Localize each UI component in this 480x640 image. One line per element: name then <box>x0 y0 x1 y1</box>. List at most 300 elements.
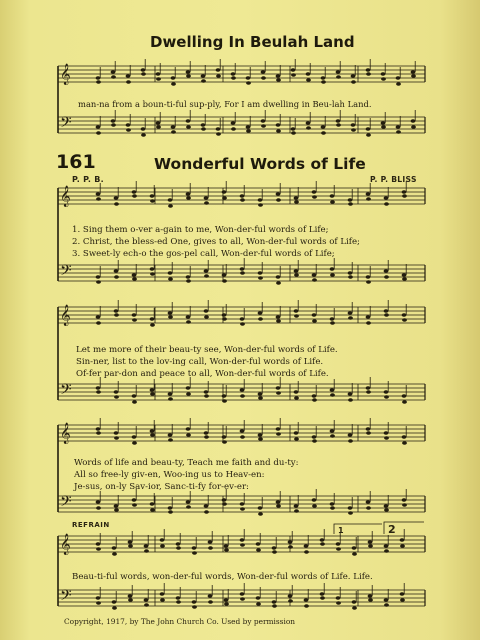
hymn-title: Wonderful Words of Life <box>154 155 366 173</box>
system-5-bass-note <box>272 604 277 608</box>
system-4-treble-note <box>330 429 335 433</box>
system-5-bass-note <box>352 606 357 610</box>
system-5-treble-note <box>400 544 405 548</box>
system-3-treble-note <box>312 319 317 323</box>
system-2-treble-note <box>132 194 137 198</box>
system-1-bass-note <box>171 125 176 129</box>
system-3-treble-note <box>240 322 245 326</box>
system-4-treble-note <box>276 432 281 436</box>
system-5-treble-note <box>96 542 101 546</box>
system-3-bass-note <box>384 390 389 394</box>
system-5-treble-note <box>384 549 389 553</box>
system-4-treble-note <box>150 429 155 433</box>
system-1-treble-note <box>201 74 206 78</box>
system-3-bass-clef: 𝄢 <box>60 381 72 402</box>
system-2-bass-note <box>348 271 353 275</box>
system-3-bass-note <box>168 392 173 396</box>
system-3-treble-note <box>168 315 173 319</box>
system-5-treble-note <box>272 550 277 554</box>
system-2-bass-note <box>366 275 371 279</box>
system-4-bass-note <box>366 506 371 510</box>
system-4-treble-note <box>222 435 227 439</box>
system-2-bass-note <box>168 271 173 275</box>
system-5-bass-note <box>240 592 245 596</box>
system-3-bass-note <box>258 396 263 400</box>
system-4-bass-note <box>384 504 389 508</box>
system-4-bass-note <box>150 508 155 512</box>
system-2-treble-note <box>114 196 119 200</box>
system-4-bass-note <box>114 508 119 512</box>
system-4-bass-note <box>96 506 101 510</box>
system-1-bass-note <box>201 127 206 131</box>
system-4-bass-note <box>330 502 335 506</box>
system-1-treble-note <box>216 68 221 72</box>
system-3-bass-note <box>186 386 191 390</box>
system-1-bass-clef: 𝄢 <box>60 114 72 135</box>
system-3-treble-note <box>132 313 137 317</box>
system-3-bass-note <box>204 394 209 398</box>
system-3-treble-note <box>150 323 155 327</box>
system-5-bass-note <box>208 594 213 598</box>
system-5-treble-note <box>192 546 197 550</box>
system-3-bass-note <box>114 390 119 394</box>
verse-3-line-2: Of-fer par-don and peace to all, Won-der-ful words of Life. <box>76 369 329 379</box>
system-2-bass-note <box>186 279 191 283</box>
system-1-treble-note <box>201 79 206 83</box>
system-5-treble-note <box>288 545 293 549</box>
system-2-bass-note <box>294 269 299 273</box>
system-2-treble-note <box>294 200 299 204</box>
system-5-bass-note <box>288 594 293 598</box>
system-3-treble-note <box>384 313 389 317</box>
hymn-author: P. P. B. <box>72 175 104 184</box>
system-2-treble-note <box>132 190 137 194</box>
system-3-bass-note <box>294 396 299 400</box>
system-4-treble-note <box>168 438 173 442</box>
system-1-treble-note <box>276 78 281 82</box>
system-4-treble-note <box>204 431 209 435</box>
system-1-treble-note <box>186 70 191 74</box>
system-4-treble-note <box>294 431 299 435</box>
system-2-bass-note <box>348 275 353 279</box>
system-5-bass-note <box>160 598 165 602</box>
system-3-treble-note <box>276 319 281 323</box>
system-3-bass-note <box>96 390 101 394</box>
system-4-bass-clef: 𝄢 <box>60 493 72 514</box>
system-2-treble-note <box>114 202 119 206</box>
system-3-bass-note <box>384 395 389 399</box>
system-4-treble-note <box>150 433 155 437</box>
system-5-bass-note <box>224 598 229 602</box>
system-1-bass-note <box>396 130 401 134</box>
system-5-treble-note <box>240 538 245 542</box>
system-2-treble-note <box>222 196 227 200</box>
system-1-treble-note <box>321 80 326 84</box>
system-4-bass-note <box>366 500 371 504</box>
prev-hymn-title: Dwelling In Beulah Land <box>150 33 355 51</box>
system-2-treble-note <box>150 199 155 203</box>
system-4-bass-note <box>132 498 137 502</box>
system-4-bass-note <box>150 502 155 506</box>
system-4-treble-note <box>222 440 227 444</box>
system-3-treble-note <box>186 320 191 324</box>
system-2-treble-note <box>312 190 317 194</box>
system-1-treble-note <box>336 70 341 74</box>
system-5-bass-note <box>176 600 181 604</box>
system-5-bass-note <box>384 598 389 602</box>
system-5-treble-note <box>160 544 165 548</box>
system-1-treble-note <box>246 76 251 80</box>
system-1-bass-note <box>111 119 116 123</box>
system-2-treble-clef: 𝄞 <box>60 186 71 207</box>
system-5-treble-note <box>336 547 341 551</box>
system-4-bass-note <box>348 511 353 515</box>
system-5-bass-note <box>144 603 149 607</box>
system-4-bass-note <box>132 503 137 507</box>
system-4-treble-note <box>312 435 317 439</box>
system-1-treble-note <box>291 73 296 77</box>
system-3-bass-note <box>294 390 299 394</box>
system-3-treble-note <box>330 317 335 321</box>
system-5-bass-note <box>320 592 325 596</box>
system-2-bass-note <box>150 272 155 276</box>
verse-1-line-2: Let me more of their beau-ty see, Won-der-ful words of Life. <box>76 345 338 355</box>
system-1-bass-note <box>396 125 401 129</box>
system-2-bass-note <box>150 267 155 271</box>
system-5-bass-note <box>128 598 133 602</box>
system-1-bass-note <box>141 133 146 137</box>
system-5-treble-note <box>336 542 341 546</box>
system-5-bass-note <box>320 596 325 600</box>
system-5-treble-note <box>384 544 389 548</box>
system-1-treble-note <box>126 80 131 84</box>
system-1-bass-note <box>186 119 191 123</box>
system-3-bass-note <box>240 394 245 398</box>
system-1-treble-note <box>366 68 371 72</box>
system-5-treble-note <box>128 544 133 548</box>
system-3-treble-clef: 𝄞 <box>60 305 71 326</box>
system-1-treble-note <box>246 81 251 85</box>
system-2-treble-note <box>348 198 353 202</box>
prev-hymn-lyric: man-na from a boun-ti-ful sup-ply, For I am dwelling in Beu-lah Land. <box>78 99 372 109</box>
system-1-treble-note <box>351 80 356 84</box>
system-5-bass-note <box>224 602 229 606</box>
system-2-treble-note <box>330 200 335 204</box>
system-2-bass-note <box>114 275 119 279</box>
copyright-notice: Copyright, 1917, by The John Church Co. Used by permission <box>64 617 296 626</box>
system-4-treble-note <box>384 431 389 435</box>
system-1-treble-note <box>351 74 356 78</box>
system-1-treble-note <box>366 72 371 76</box>
system-5-treble-note <box>176 542 181 546</box>
system-2-bass-note <box>96 275 101 279</box>
system-4-bass-note <box>312 498 317 502</box>
verse-2-line-2: Sin-ner, list to the lov-ing call, Won-der-ful words of Life. <box>76 357 324 367</box>
system-5-treble-note <box>304 550 309 554</box>
system-3-bass-note <box>240 388 245 392</box>
system-1-bass-note <box>246 129 251 133</box>
system-1-bass-note <box>321 131 326 135</box>
system-5-treble-note <box>400 538 405 542</box>
system-1-treble-note <box>396 76 401 80</box>
system-4-treble-note <box>258 437 263 441</box>
system-1-bass-note <box>411 119 416 123</box>
system-2-treble-note <box>204 196 209 200</box>
system-5-bass-note <box>128 594 133 598</box>
system-4-bass-note <box>384 508 389 512</box>
system-3-treble-note <box>258 311 263 315</box>
system-1-bass-note <box>156 121 161 125</box>
system-2-bass-note <box>258 271 263 275</box>
system-1-bass-note <box>96 125 101 129</box>
system-4-bass-note <box>276 500 281 504</box>
system-2-bass-note <box>276 275 281 279</box>
system-1-bass-note <box>201 123 206 127</box>
system-1-treble-note <box>96 80 101 84</box>
system-5-bass-note <box>112 606 117 610</box>
system-2-bass-note <box>132 277 137 281</box>
system-2-bass-note <box>240 267 245 271</box>
system-5-bass-note <box>384 603 389 607</box>
system-4-bass-note <box>402 498 407 502</box>
ending-1-label: 1 <box>338 526 344 535</box>
system-2-bass-note <box>168 277 173 281</box>
system-4-bass-note <box>294 504 299 508</box>
system-2-bass-note <box>204 274 209 278</box>
system-2-bass-note <box>402 277 407 281</box>
system-2-treble-note <box>348 202 353 206</box>
verse-1-line-1: 1. Sing them o-ver a-gain to me, Won-der-ful words of Life; <box>72 225 329 235</box>
system-3-bass-note <box>366 390 371 394</box>
system-5-bass-note <box>96 601 101 605</box>
system-1-bass-note <box>126 128 131 132</box>
system-4-bass-note <box>96 500 101 504</box>
system-4-treble-note <box>294 437 299 441</box>
verse-1-line-3: Words of life and beau-ty, Teach me faith and du-ty: <box>74 458 299 468</box>
system-2-treble-note <box>402 194 407 198</box>
system-3-bass-note <box>366 386 371 390</box>
system-5-treble-note <box>192 551 197 555</box>
system-2-treble-note <box>276 192 281 196</box>
system-2-bass-note <box>240 271 245 275</box>
system-3-treble-note <box>276 315 281 319</box>
system-2-bass-note <box>294 273 299 277</box>
system-1-bass-note <box>126 123 131 127</box>
system-3-treble-note <box>366 315 371 319</box>
system-4-treble-note <box>348 433 353 437</box>
refrain-lyric: Beau-ti-ful words, won-der-ful words, Won-der-ful words of Life. Life. <box>72 572 373 582</box>
system-4-treble-note <box>96 427 101 431</box>
system-3-bass-note <box>132 400 137 404</box>
system-1-bass-note <box>141 127 146 131</box>
system-2-treble-note <box>258 203 263 207</box>
system-3-bass-note <box>348 392 353 396</box>
system-3-bass-note <box>276 391 281 395</box>
system-3-bass-note <box>402 400 407 404</box>
verse-3-line-3: Je-sus, on-ly Sav-ior, Sanc-ti-fy for-ev-er: <box>74 482 249 492</box>
system-1-treble-note <box>411 74 416 78</box>
system-3-bass-note <box>96 386 101 390</box>
system-4-treble-clef: 𝄞 <box>60 423 71 444</box>
system-1-bass-note <box>291 131 296 135</box>
system-2-bass-note <box>402 273 407 277</box>
system-1-treble-note <box>111 75 116 79</box>
system-2-bass-note <box>312 273 317 277</box>
system-2-treble-note <box>402 190 407 194</box>
system-1-treble-note <box>186 74 191 78</box>
system-5-bass-note <box>144 598 149 602</box>
system-1-treble-note <box>141 68 146 72</box>
system-4-bass-note <box>330 506 335 510</box>
system-5-bass-note <box>368 594 373 598</box>
system-1-bass-note <box>186 125 191 129</box>
system-4-treble-note <box>312 439 317 443</box>
system-5-bass-note <box>336 596 341 600</box>
system-5-bass-note <box>192 605 197 609</box>
system-1-treble-note <box>306 78 311 82</box>
system-1-bass-note <box>216 127 221 131</box>
system-3-bass-note <box>186 392 191 396</box>
system-1-bass-note <box>306 126 311 130</box>
system-1-bass-note <box>96 131 101 135</box>
system-3-treble-note <box>312 313 317 317</box>
system-4-bass-note <box>258 506 263 510</box>
system-1-bass-note <box>381 121 386 125</box>
system-1-bass-note <box>111 123 116 127</box>
system-1-bass-note <box>366 133 371 137</box>
system-5-bass-note <box>208 600 213 604</box>
system-2-bass-note <box>132 273 137 277</box>
system-5-treble-note <box>224 544 229 548</box>
system-5-bass-note <box>288 599 293 603</box>
system-4-treble-note <box>330 434 335 438</box>
system-5-treble-note <box>304 544 309 548</box>
system-1-treble-note <box>261 70 266 74</box>
system-4-treble-note <box>276 427 281 431</box>
system-2-treble-note <box>276 198 281 202</box>
system-5-bass-note <box>176 596 181 600</box>
system-2-bass-note <box>258 276 263 280</box>
system-1-bass-note <box>231 127 236 131</box>
system-4-treble-note <box>240 429 245 433</box>
system-4-treble-note <box>402 441 407 445</box>
system-4-bass-note <box>294 509 299 513</box>
system-1-bass-note <box>276 123 281 127</box>
refrain-label: REFRAIN <box>72 521 110 529</box>
system-5-treble-note <box>368 544 373 548</box>
system-3-bass-note <box>204 390 209 394</box>
system-5-bass-note <box>160 592 165 596</box>
system-5-bass-note <box>352 600 357 604</box>
system-3-bass-note <box>150 392 155 396</box>
system-4-bass-note <box>276 504 281 508</box>
system-2-treble-note <box>366 192 371 196</box>
system-1-treble-note <box>381 72 386 76</box>
system-3-treble-note <box>132 318 137 322</box>
system-2-treble-note <box>240 194 245 198</box>
system-2-treble-note <box>294 196 299 200</box>
system-4-treble-note <box>366 427 371 431</box>
system-4-treble-note <box>258 433 263 437</box>
system-3-treble-note <box>222 313 227 317</box>
system-2-treble-note <box>186 192 191 196</box>
system-4-treble-note <box>132 441 137 445</box>
system-4-bass-note <box>402 503 407 507</box>
system-5-bass-note <box>240 597 245 601</box>
system-3-treble-note <box>402 318 407 322</box>
system-1-bass-note <box>216 132 221 136</box>
system-1-bass-note <box>261 119 266 123</box>
system-1-treble-note <box>276 74 281 78</box>
system-3-treble-note <box>96 315 101 319</box>
system-3-bass-note <box>312 394 317 398</box>
system-4-bass-note <box>168 510 173 514</box>
system-1-treble-clef: 𝄞 <box>60 64 71 85</box>
verse-3-line-1: 3. Sweet-ly ech-o the gos-pel call, Won-der-ful words of Life; <box>72 249 335 259</box>
system-5-bass-note <box>192 600 197 604</box>
system-2-bass-note <box>366 280 371 284</box>
system-3-bass-note <box>330 393 335 397</box>
system-5-treble-note <box>288 540 293 544</box>
system-1-bass-note <box>336 123 341 127</box>
system-2-bass-clef: 𝄢 <box>60 262 72 283</box>
system-1-treble-note <box>231 72 236 76</box>
system-1-bass-note <box>411 125 416 129</box>
system-1-treble-note <box>126 74 131 78</box>
system-5-treble-note <box>240 543 245 547</box>
system-5-treble-note <box>224 548 229 552</box>
system-3-treble-note <box>96 321 101 325</box>
system-2-treble-note <box>204 201 209 205</box>
system-4-bass-note <box>222 502 227 506</box>
verse-2-line-3: All so free-ly giv-en, Woo-ing us to Heav-en: <box>74 470 265 480</box>
system-5-treble-note <box>176 546 181 550</box>
system-1-treble-note <box>156 72 161 76</box>
system-2-bass-note <box>186 275 191 279</box>
system-5-bass-note <box>304 604 309 608</box>
system-3-treble-note <box>330 321 335 325</box>
system-5-bass-note <box>304 598 309 602</box>
system-2-bass-note <box>96 280 101 284</box>
system-5-treble-note <box>352 546 357 550</box>
system-5-bass-note <box>400 598 405 602</box>
system-4-bass-note <box>186 500 191 504</box>
system-2-bass-note <box>222 279 227 283</box>
system-4-bass-note <box>348 506 353 510</box>
system-4-treble-note <box>186 433 191 437</box>
system-3-treble-note <box>114 309 119 313</box>
system-3-bass-note <box>150 388 155 392</box>
system-5-treble-note <box>112 552 117 556</box>
system-3-treble-note <box>366 321 371 325</box>
system-3-treble-note <box>150 317 155 321</box>
system-3-treble-note <box>114 313 119 317</box>
system-5-treble-note <box>256 548 261 552</box>
system-2-treble-note <box>330 194 335 198</box>
hymn-composer: P. P. BLISS <box>370 175 417 184</box>
system-1-treble-note <box>336 75 341 79</box>
system-1-bass-note <box>306 121 311 125</box>
system-1-treble-note <box>96 76 101 80</box>
system-3-treble-note <box>348 316 353 320</box>
system-2-treble-note <box>240 198 245 202</box>
system-3-treble-note <box>348 311 353 315</box>
system-5-treble-note <box>128 540 133 544</box>
system-3-treble-note <box>294 314 299 318</box>
system-1-treble-note <box>231 76 236 80</box>
system-5-bass-note <box>256 602 261 606</box>
system-1-treble-note <box>411 70 416 74</box>
